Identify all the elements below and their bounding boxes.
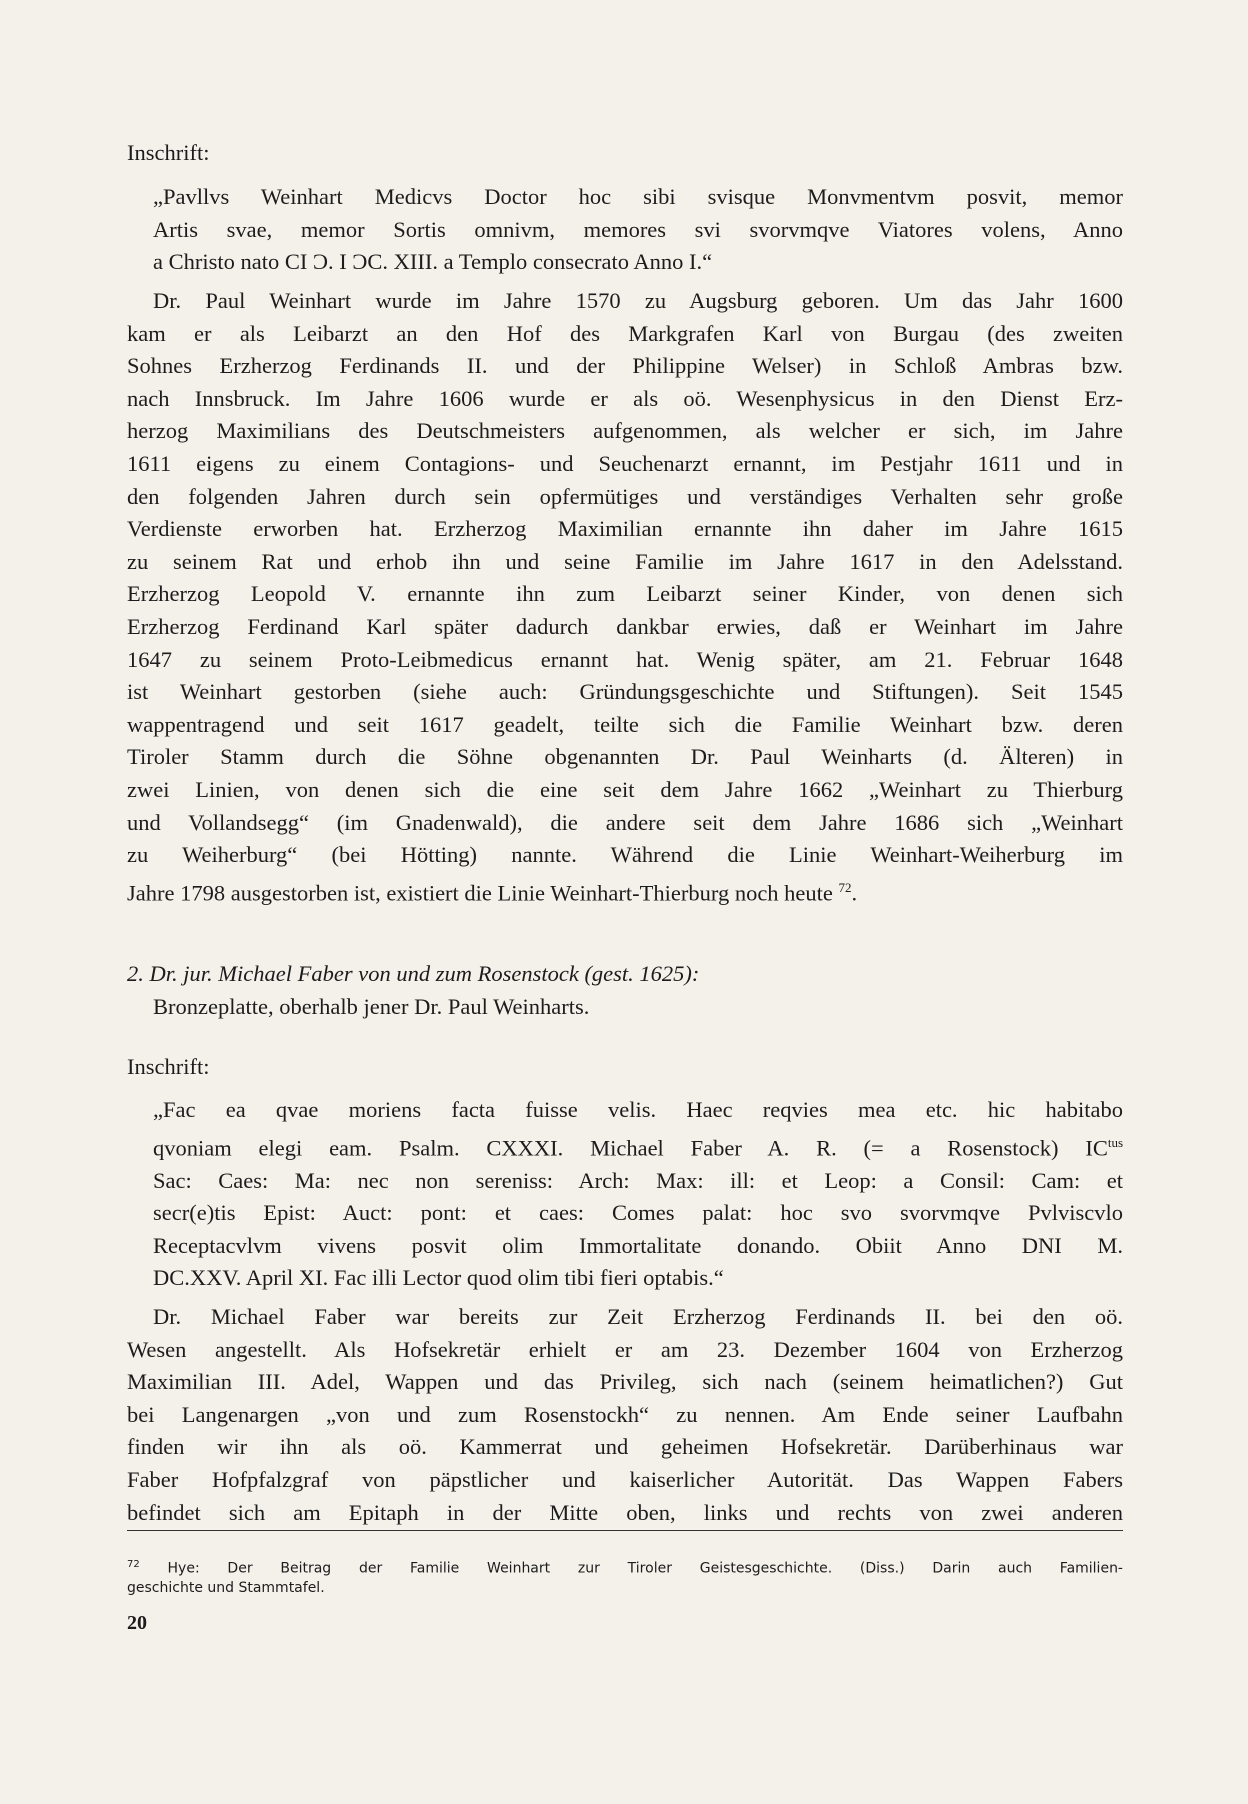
footnote-text: Hye: Der Beitrag der Familie Weinhart zur Tiroler Geistesgeschichte. (Diss.) Darin auch Familien- xyxy=(167,1560,1123,1577)
body-line-last xyxy=(127,872,1123,910)
inscription-line: Receptacvlvm vivens posvit olim Immortalitate donando. Obiit Anno DNI M. xyxy=(153,1232,1123,1258)
inscription-line xyxy=(153,1127,1123,1165)
body-line: kam er als Leibarzt an den Hof des Markgrafen Karl von Burgau (des zweiten xyxy=(127,320,1123,346)
body-line: ist Weinhart gestorben (siehe auch: Gründungsgeschichte und Stiftungen). Seit 1545 xyxy=(127,679,1123,705)
body-line: Dr. Paul Weinhart wurde im Jahre 1570 zu Augsburg geboren. Um das Jahr 1600 xyxy=(153,288,1123,313)
body-line: 1611 eigens zu einem Contagions- und Seuchenarzt ernannt, im Pestjahr 1611 und in xyxy=(127,450,1123,476)
body-line: finden wir ihn als oö. Kammerrat und geheimen Hofsekretär. Darüberhinaus war xyxy=(127,1434,1123,1460)
body-line: Faber Hofpfalzgraf von päpstlicher und kaiserlicher Autorität. Das Wappen Fabers xyxy=(127,1466,1123,1492)
inscription-line: DC.XXV. April XI. Fac illi Lector quod olim tibi fieri optabis.“ xyxy=(153,1265,724,1291)
body-line: Sohnes Erzherzog Ferdinands II. und der Philippine Welser) in Schloß Ambras bzw. xyxy=(127,353,1123,379)
inscription-text-1 xyxy=(127,181,1123,279)
subtitle-text: Bronzeplatte, oberhalb jener Dr. Paul Weinharts. xyxy=(153,994,590,1019)
body-line: zu Weiherburg“ (bei Hötting) nannte. Während die Linie Weinhart-Weiherburg im xyxy=(127,842,1123,868)
inscription-line: „Pavllvs Weinhart Medicvs Doctor hoc sibi svisque Monvmentvm posvit, memor xyxy=(153,184,1123,209)
body-line: befindet sich am Epitaph in der Mitte oben, links und rechts von zwei anderen xyxy=(127,1499,1123,1525)
body-line: Maximilian III. Adel, Wappen und das Privileg, sich nach (seinem heimatlichen?) Gut xyxy=(127,1369,1123,1395)
inscription-line: „Fac ea qvae moriens facta fuisse velis. Haec reqvies mea etc. hic habitabo xyxy=(153,1097,1123,1122)
inscription-line: secr(e)tis Epist: Auct: pont: et caes: Comes palat: hoc svo svorvmqve Pvlviscvlo xyxy=(153,1200,1123,1226)
footnote-number: 72 xyxy=(127,1559,140,1570)
body-line: Wesen angestellt. Als Hofsekretär erhielt er am 23. Dezember 1604 von Erzherzog xyxy=(127,1336,1123,1362)
body-line: nach Innsbruck. Im Jahre 1606 wurde er als oö. Wesenphysicus in den Dienst Erz- xyxy=(127,385,1123,411)
footnote-ref: 72 xyxy=(838,879,852,895)
footnote-divider xyxy=(127,1530,1123,1531)
footnote-line-1 xyxy=(127,1555,1123,1579)
footnote xyxy=(127,1555,1123,1598)
body-line: den folgenden Jahren durch sein opfermütiges und verständiges Verhalten sehr große xyxy=(127,483,1123,509)
inscription-line-text: qvoniam elegi eam. Psalm. CXXXI. Michael Faber A. R. (= a Rosenstock) IC xyxy=(153,1135,1108,1161)
body-line: zu seinem Rat und erhob ihn und seine Familie im Jahre 1617 in den Adelsstand. xyxy=(127,548,1123,574)
inscription-line: Artis svae, memor Sortis omnivm, memores svi svorvmqve Viatores volens, Anno xyxy=(153,216,1123,242)
biography-faber xyxy=(127,1301,1123,1529)
body-line: 1647 zu seinem Proto-Leibmedicus ernannt hat. Wenig später, am 21. Februar 1648 xyxy=(127,646,1123,672)
heading-text: Inschrift: xyxy=(127,1054,210,1079)
superscript: tus xyxy=(1107,1134,1123,1150)
body-line: und Vollandsegg“ (im Gnadenwald), die andere seit dem Jahre 1686 sich „Weinhart xyxy=(127,809,1123,835)
body-line: Verdienste erworben hat. Erzherzog Maximilian ernannte ihn daher im Jahre 1615 xyxy=(127,516,1123,542)
body-line-end: . xyxy=(851,880,858,906)
body-line: herzog Maximilians des Deutschmeisters aufgenommen, als welcher er sich, im Jahre xyxy=(127,418,1123,444)
inscription-text-2 xyxy=(127,1094,1123,1295)
footnote-line-2: geschichte und Stammtafel. xyxy=(127,1579,325,1596)
body-line: zwei Linien, von denen sich die eine seit dem Jahre 1662 „Weinhart zu Thierburg xyxy=(127,776,1123,802)
heading-text: Inschrift: xyxy=(127,140,210,165)
body-line: Dr. Michael Faber war bereits zur Zeit Erzherzog Ferdinands II. bei den oö. xyxy=(153,1304,1123,1329)
inscription-line: a Christo nato CI Ͻ. I ϽC. XIII. a Templo consecrato Anno I.“ xyxy=(153,249,713,275)
inscription-heading-1 xyxy=(127,137,1123,170)
section-number: 2. xyxy=(127,961,144,986)
inscription-line: Sac: Caes: Ma: nec non sereniss: Arch: Max: ill: et Leop: a Consil: Cam: et xyxy=(153,1167,1123,1193)
section-2-title xyxy=(127,958,1123,991)
section-title: Dr. jur. Michael Faber von und zum Rosenstock (gest. 1625): xyxy=(149,961,700,986)
body-line: bei Langenargen „von und zum Rosenstockh“ zu nennen. Am Ende seiner Laufbahn xyxy=(127,1401,1123,1427)
biography-weinhart xyxy=(127,285,1123,910)
section-2-subtitle xyxy=(153,991,1123,1024)
body-line: Erzherzog Leopold V. ernannte ihn zum Leibarzt seiner Kinder, von denen sich xyxy=(127,581,1123,607)
page-number: 20 xyxy=(127,1612,147,1634)
inscription-heading-2 xyxy=(127,1051,1123,1084)
body-line: wappentragend und seit 1617 geadelt, teilte sich die Familie Weinhart bzw. deren xyxy=(127,711,1123,737)
body-line: Tiroler Stamm durch die Söhne obgenannten Dr. Paul Weinharts (d. Älteren) in xyxy=(127,744,1123,770)
body-line-text: Jahre 1798 ausgestorben ist, existiert die Linie Weinhart-Thierburg noch heute xyxy=(127,880,833,906)
body-line: Erzherzog Ferdinand Karl später dadurch dankbar erwies, daß er Weinhart im Jahre xyxy=(127,613,1123,639)
